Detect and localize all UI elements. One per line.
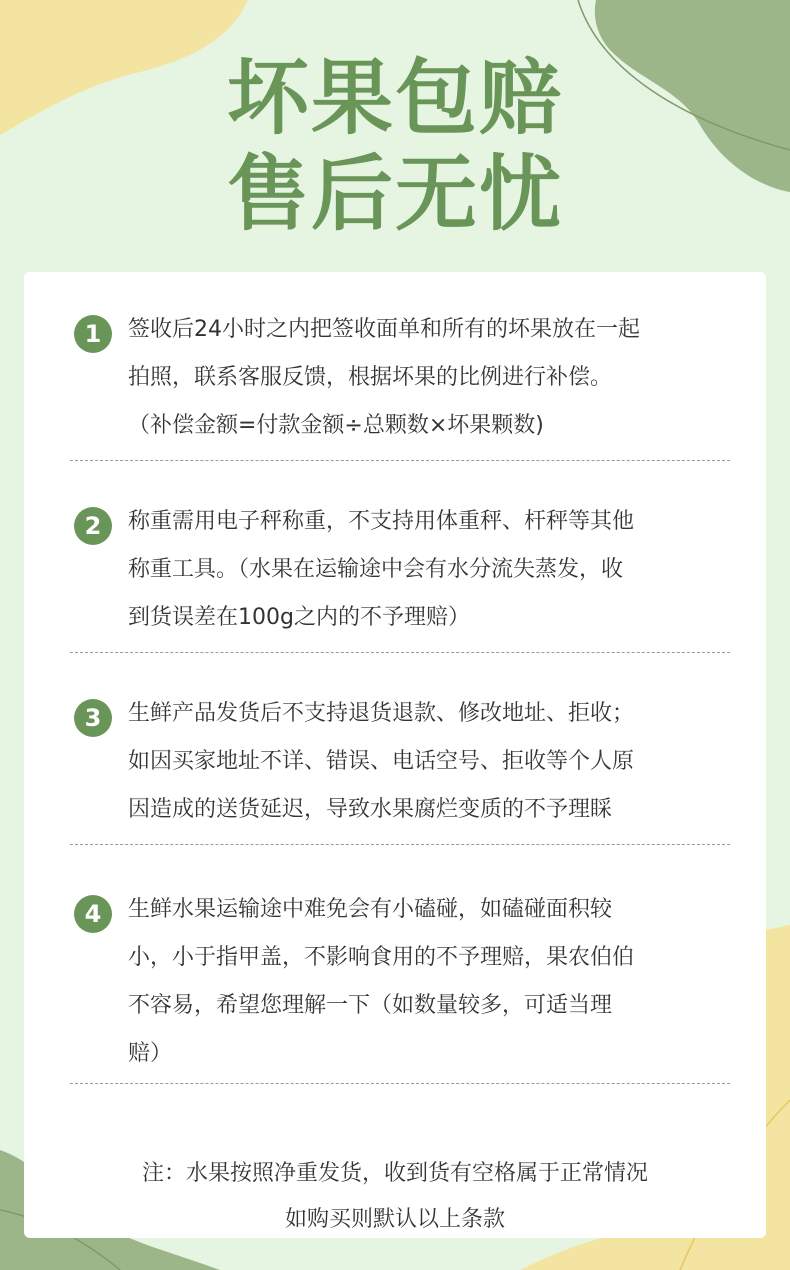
item-text-3 (128, 690, 718, 834)
divider (70, 652, 730, 653)
divider (70, 1083, 730, 1084)
item-1-line-2: 拍照，联系客服反馈，根据坏果的比例进行补偿。 (128, 365, 613, 390)
number-badge-2: 2 (74, 507, 112, 545)
item-4-line-1: 生鲜水果运输途中难免会有小磕碰，如磕碰面积较 (128, 897, 613, 922)
item-4-line-2: 小，小于指甲盖，不影响食用的不予理赔，果农伯伯 (128, 945, 635, 970)
item-2-line-2: 称重工具。（水果在运输途中会有水分流失蒸发，收 (128, 557, 624, 582)
item-1-line-1: 签收后24小时之内把签收面单和所有的坏果放在一起 (128, 317, 640, 342)
page-title-line-2: 售后无忧 (226, 146, 563, 242)
item-4-line-3: 不容易，希望您理解一下（如数量较多，可适当理 (128, 993, 613, 1018)
footer-note-line-2: 如购买则默认以上条款 (284, 1207, 505, 1232)
item-text-4 (128, 886, 718, 1078)
divider (70, 844, 730, 845)
number-badge-1: 1 (74, 315, 112, 353)
number-badge-3: 3 (74, 699, 112, 737)
item-2-line-1: 称重需用电子秤称重，不支持用体重秤、杆秤等其他 (128, 509, 635, 534)
page-title-line-1: 坏果包赔 (226, 50, 563, 146)
item-1-line-3: （补偿金额=付款金额÷总颗数×坏果颗数) (128, 413, 544, 438)
footer-note-line-1: 注：水果按照净重发货，收到货有空格属于正常情况 (141, 1161, 648, 1186)
item-3-line-1: 生鲜产品发货后不支持退货退款、修改地址、拒收； (128, 701, 635, 726)
item-text-2 (128, 498, 718, 642)
divider (70, 460, 730, 461)
item-text-1 (128, 306, 718, 450)
terms-card (24, 272, 766, 1238)
item-3-line-3: 因造成的送货延迟，导致水果腐烂变质的不予理睬 (128, 797, 613, 822)
item-2-line-3: 到货误差在100g之内的不予理赔） (128, 605, 470, 630)
item-3-line-2: 如因买家地址不详、错误、电话空号、拒收等个人原 (128, 749, 635, 774)
number-badge-4: 4 (74, 895, 112, 933)
item-4-line-4: 赔） (128, 1041, 173, 1066)
